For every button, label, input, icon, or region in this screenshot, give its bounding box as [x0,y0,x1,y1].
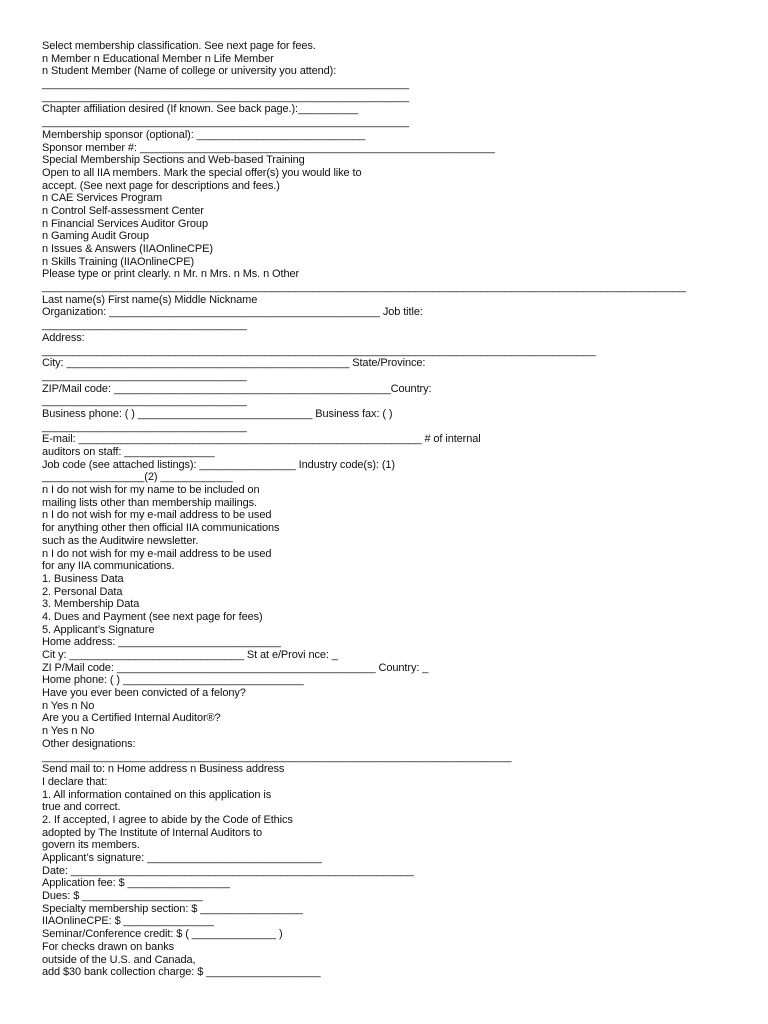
form-line: n Issues & Answers (IIAOnlineCPE) [42,243,213,255]
form-line: Chapter affiliation desired (If known. See back page.):__________ [42,103,359,116]
form-line: n CAE Services Program [42,192,163,205]
form-line: I declare that: [42,775,108,788]
form-line: 5. Applicant’s Signature [42,623,155,636]
form-line: 4. Dues and Payment (see next page for fees) [42,610,263,623]
form-line: 2. Personal Data [42,585,123,598]
form-line: govern its members. [42,839,140,852]
form-line: _____________________________________________________________ [42,90,410,103]
form-line: Are you a Certified Internal Auditor®? [42,712,221,725]
form-line: outside of the U.S. and Canada, [42,953,196,966]
form-line: for any IIA communications. [42,560,175,573]
form-line: n Yes n No [42,699,95,712]
form-line: add $30 bank collection charge: $ ___________________ [42,966,321,979]
form-line: auditors on staff: _______________ [42,446,215,458]
form-line: Select membership classification. See next page for fees. [42,40,316,52]
form-line: ZI P/Mail code: ___________________________________________ Country: _ [42,661,429,674]
form-line: Date: _________________________________________________________ [42,864,414,877]
form-line: __________________________________ [42,395,247,408]
form-line: n Gaming Audit Group [42,230,149,243]
form-line: Home address: ___________________________ [42,636,281,649]
form-line: n I do not wish for my e-mail address to be used [42,547,272,560]
form-line: Organization: _____________________________________________ Job title: [42,306,423,319]
form-line: n I do not wish for my e-mail address to be used [42,509,272,522]
form-line: E-mail: _________________________________________________________ # of internal [42,433,481,446]
form-line: for anything other then official IIA communications [42,522,280,535]
form-line: Sponsor member #: ___________________________________________________________ [42,141,495,154]
form-line: Have you ever been convicted of a felony? [42,687,246,700]
form-line: 3. Membership Data [42,598,140,611]
form-line: __________________________________ [42,420,247,433]
form-line: 1. Business Data [42,572,124,585]
form-line: such as the Auditwire newsletter. [42,534,199,547]
form-line: Last name(s) First name(s) Middle Nickname [42,293,258,306]
form-line: Please type or print clearly. n Mr. n Mrs. n Ms. n Other [42,268,300,281]
membership-application-form [42,40,742,979]
form-line: Application fee: $ _________________ [42,877,230,890]
form-line: Membership sponsor (optional): ____________________________ [42,128,366,141]
form-line: accept. (See next page for descriptions and fees.) [42,179,280,192]
form-line: Business phone: ( ) _____________________________ Business fax: ( ) [42,407,393,420]
form-line: _____________________________________________________________ [42,116,410,129]
form-line: 2. If accepted, I agree to abide by the Code of Ethics [42,813,293,826]
form-line: _________________(2) ____________ [42,471,233,484]
form-line: ____________________________________________________________________________________________ [42,344,596,357]
form-line: n Skills Training (IIAOnlineCPE) [42,255,195,268]
form-line: Special Membership Sections and Web-based Training [42,154,305,167]
form-line: For checks drawn on banks [42,940,175,953]
form-line: Specialty membership section: $ _________________ [42,902,303,915]
form-line: n Control Self-assessment Center [42,204,204,217]
form-line: _____________________________________________________________ [42,78,410,91]
form-line: Dues: $ ____________________ [42,890,203,903]
form-line: Send mail to: n Home address n Business address [42,763,285,776]
form-line: City: _______________________________________________ State/Province: [42,357,426,370]
form-line: Seminar/Conference credit: $ ( ______________ ) [42,928,283,941]
form-line: __________________________________ [42,369,247,382]
form-line: n I do not wish for my name to be included on [42,484,260,497]
form-line: Cit y: _____________________________ St at e/Provi nce: _ [42,649,338,661]
form-line: __________________________________ [42,319,247,332]
form-line: Home phone: ( ) ______________________________ [42,674,304,687]
form-line: Other designations: [42,737,136,750]
form-line: Address: [42,331,85,344]
form-line: IIAOnlineCPE: $ _______________ [42,915,214,928]
form-line: n Student Member (Name of college or university you attend): [42,65,337,78]
form-line: 1. All information contained on this application is [42,788,272,801]
form-line: n Member n Educational Member n Life Member [42,52,274,65]
form-line: Applicant’s signature: _____________________________ [42,852,322,864]
form-line: ______________________________________________________________________________ [42,750,512,763]
form-line: ___________________________________________________________________________________________________________ [42,281,686,294]
form-line: ZIP/Mail code: ______________________________________________Country: [42,382,432,395]
form-line: true and correct. [42,801,121,814]
form-line: n Financial Services Auditor Group [42,217,208,230]
form-line: mailing lists other than membership mailings. [42,496,257,509]
form-line: n Yes n No [42,725,95,738]
form-line: Open to all IIA members. Mark the special offer(s) you would like to [42,166,362,179]
form-line: Job code (see attached listings): ________________ Industry code(s): (1) [42,458,395,471]
form-line: adopted by The Institute of Internal Auditors to [42,826,263,839]
